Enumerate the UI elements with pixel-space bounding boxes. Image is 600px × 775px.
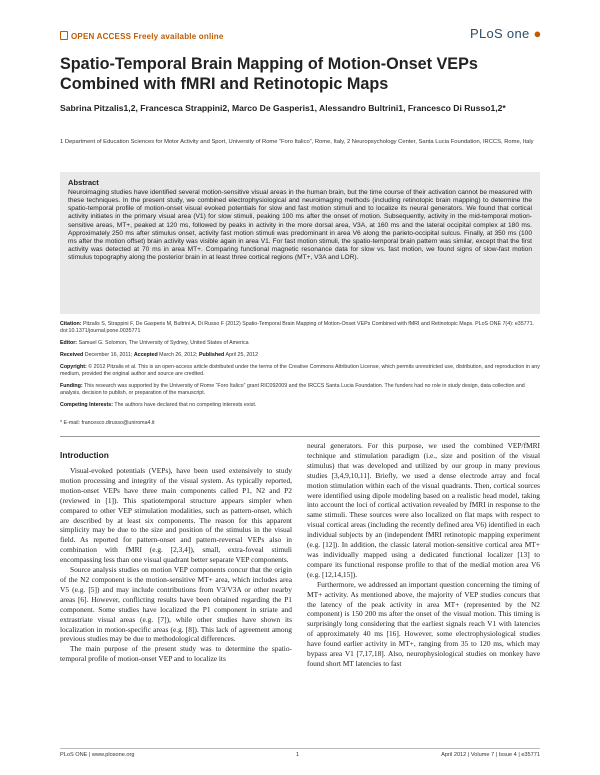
paragraph: The main purpose of the present study was to determine the spatio-temporal profile of motion-onset VEP and to localize its (60, 644, 292, 664)
footer-divider (60, 748, 540, 749)
paragraph: neural generators. For this purpose, we used the combined VEP/fMRI technique and stimulation paradigm (i.e., size and position of the visual stimulus) that was developed and utilized by our group in many previous studies [3,4,9,10,11]. Briefly, we used a dense electrode array and focal motion stimulation within each of the visual quadrants. Then, cortical sources were identified using dipole modeling based on a realistic head model, taking into account the loci of cortical activation revealed by fMRI in response to the same stimuli. These sources were also localized on flat maps with respect to visual cortical areas (including the recently defined area V6) identified in each individual subjects by an (independent fMRI retinotopic mapping experiment (e.g. [12]). In addition, the classic lateral motion-sensitive cortical area MT+ was individually mapped using a dedicated functional localizer [13] to compare its functional response profile to that of the medial motion area V6 (e.g. [12,14,15]). (307, 441, 540, 579)
affiliations: 1 Department of Education Sciences for Motor Activity and Sport, University of Rome “Foro Italico”, Rome, Italy, 2 Neuropsychology Center, Santa Lucia Foundation, IRCCS, Rome, Italy (60, 139, 534, 145)
body-column-left (60, 466, 292, 756)
journal-logo: PLoS one ● (470, 26, 542, 41)
email-contact: * E-mail: francesco.dirusso@uniroma4.it (60, 420, 155, 426)
competing-interests: Competing Interests: The authors have declared that no competing interests exist. (60, 402, 257, 408)
paragraph: Source analysis studies on motion VEP components concur that the origin of the N2 component is the motion-sensitive MT+ area, which includes area V5 (e.g. [5]) and may include contributions from V3/V3A or other nearby areas [6]. However, conflicting results have been obtained regarding the P1 component. Some studies have localized the P1 component in striate and extrastriate visual areas (e.g. [7]), while other studies have shown its localization in motion-specific areas (e.g. [8]). This lack of agreement among previous studies may be due to methodological differences. (60, 565, 292, 644)
author-list: Sabrina Pitzalis1,2, Francesca Strappini2, Marco De Gasperis1, Alessandro Bultrini1, Francesco Di Russo1,2* (60, 103, 506, 113)
paragraph: Visual-evoked potentials (VEPs), have been used extensively to study motion processing and integrity of the visual system. As typically reported, motion-onset VEPs have three main components called P1, N2 and P2 (reviewed in [1]). This spatiotemporal structure appears simpler when compared to other VEP stimulation modalities, such as pattern-onset, which are described by at least six components. The reason for this apparent simplicity may be due to the size and position of the stimulus in the visual field. As reported for pattern-onset and pattern-reversal VEPs also in combination with fMRI (e.g. [2,3,4]), small, extra-foveal stimuli encompassing less than one visual quadrant better separate VEP components. (60, 466, 292, 565)
page-number: 1 (296, 752, 300, 758)
dates: Received December 16, 2011; Accepted March 26, 2012; Published April 25, 2012 (60, 352, 259, 358)
lock-icon (60, 31, 68, 40)
body-column-right (307, 441, 540, 756)
abstract-heading: Abstract (68, 178, 99, 187)
paragraph: Furthermore, we addressed an important question concerning the timing of MT+ activity. As mentioned above, the majority of VEP studies concurs that the latency of the peak activity in area MT+ (represented by the N2 component) is 150 200 ms after the onset of the visual motion. This timing is surprisingly long considering that the earliest signals reach V1 with latencies of approximately 40 ms [16]. However, some electrophysiological studies have found earlier activity in MT+, ranging from 35 to 120 ms, which may bypass area V1 [7,17,18]. Also, neurophysiological studies on monkey have found short MT latencies to fast (307, 579, 540, 668)
citation: Citation: Pitzalis S, Strappini F, De Gasperis M, Bultrini A, Di Russo F (2012) Spatio-Temporal Brain Mapping of Motion-Onset VEPs Combined with fMRI and Retinotopic Maps. PLoS ONE 7(4): e35771. doi:10.1371/journal.pone.0035771 (60, 321, 534, 334)
abstract-text: Neuroimaging studies have identified several motion-sensitive visual areas in the human brain, but the time course of their activation cannot be measured with these techniques. In the present study, we combined electrophysiological and neuroimaging methods (including retinotopic brain mapping) to determine the spatio-temporal profile of motion-onset visual evoked potentials for slow and fast motion stimuli and to localize its neural generators. We found that cortical activity initiates in the primary visual area (V1) for slow stimuli, peaking 100 ms after the onset of motion. Subsequently, activity in the mid-temporal motion-sensitive areas, MT+, peaked at 120 ms, followed by peaks in activity in the more dorsal area, V3A, at 160 ms and the lateral occipital complex at 180 ms. Approximately 250 ms after stimulus onset, activity fast motion stimuli was predominant in area V6 along the parieto-occipital sulcus. Finally, at 350 ms (100 ms after the motion offset) brain activity was visible again in area V1. For fast motion stimuli, the spatio-temporal brain pattern was similar, except that the first activity was detected at 70 ms in area MT+. Comparing functional magnetic resonance data for slow vs. fast motion, we found signs of slow-fast motion stimulus topography along the posterior brain in at least three cortical regions (MT+, V3A and LOR). (68, 189, 532, 262)
open-access-banner: OPEN ACCESS Freely available online (60, 31, 224, 41)
editor: Editor: Samuel G. Solomon, The University of Sydney, United States of America (60, 340, 249, 346)
divider (60, 436, 540, 437)
footer-issue: April 2012 | Volume 7 | Issue 4 | e35771 (441, 752, 540, 758)
copyright: Copyright: © 2012 Pitzalis et al. This is an open-access article distributed under the terms of the Creative Commons Attribution License, which permits unrestricted use, distribution, and reproduction in any medium, provided the original author and source are credited. (60, 364, 540, 377)
footer-journal: PLoS ONE | www.plosone.org (60, 752, 135, 758)
section-heading: Introduction (60, 450, 109, 460)
funding: Funding: This research was supported by the University of Rome “Foro Italico” grant RIC092009 and the IRCCS Santa Lucia Foundation. The funders had no role in study design, data collection and analysis, decision to publish, or preparation of the manuscript. (60, 383, 525, 396)
paper-title: Spatio-Temporal Brain Mapping of Motion-Onset VEPs Combined with fMRI and Retinotopic Maps (60, 55, 478, 93)
